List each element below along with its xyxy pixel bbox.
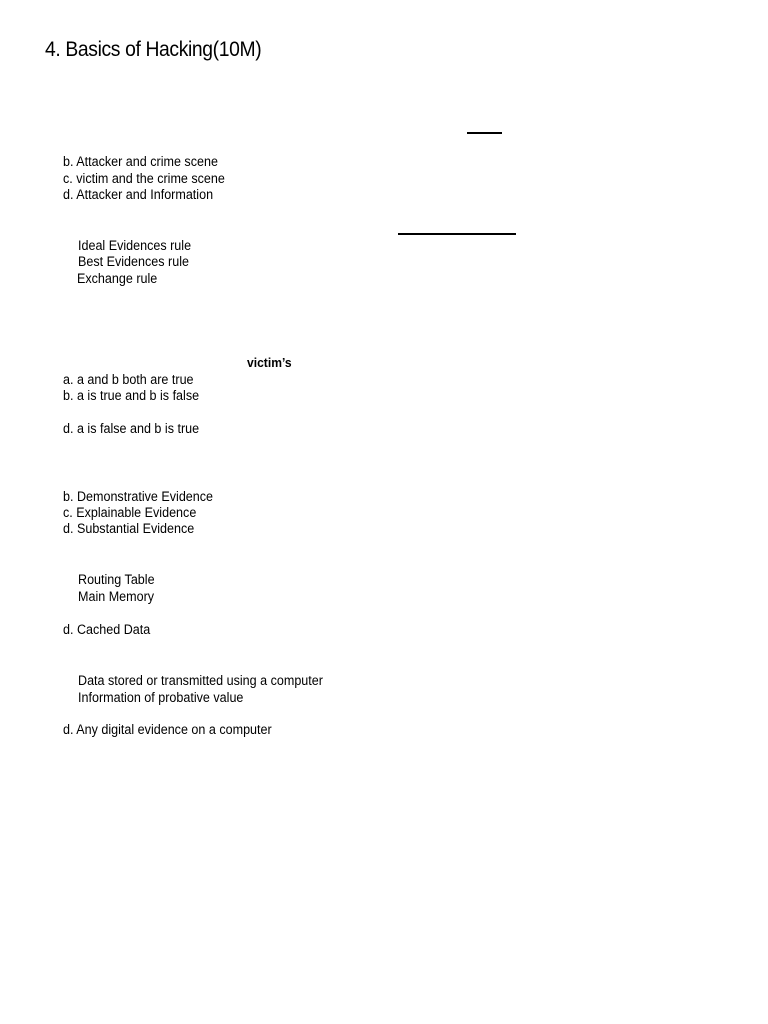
q4-option-b: b. Demonstrative Evidence (63, 489, 214, 504)
blank-underline-short (467, 132, 502, 134)
q2-option-3: Exchange rule (77, 271, 158, 286)
q6-option-1: Data stored or transmitted using a computer (78, 673, 323, 688)
q3-emphasis-word: victim’s (247, 355, 292, 370)
q2-option-1: Ideal Evidences rule (78, 238, 192, 253)
q6-option-d: d. Any digital evidence on a computer (63, 722, 272, 737)
q1-option-c: c. victim and the crime scene (63, 171, 225, 186)
q1-option-d: d. Attacker and Information (63, 187, 214, 202)
q2-option-2: Best Evidences rule (78, 254, 189, 269)
q5-option-2: Main Memory (78, 589, 155, 604)
q5-option-1: Routing Table (78, 572, 155, 587)
q5-option-d: d. Cached Data (63, 622, 151, 637)
q4-option-d: d. Substantial Evidence (63, 521, 195, 536)
q6-option-2: Information of probative value (78, 690, 244, 705)
q4-option-c: c. Explainable Evidence (63, 505, 197, 520)
q3-option-a: a. a and b both are true (63, 372, 194, 387)
q1-option-b: b. Attacker and crime scene (63, 154, 218, 169)
page-title: 4. Basics of Hacking(10M) (45, 38, 262, 61)
q3-option-d: d. a is false and b is true (63, 421, 200, 436)
q3-option-b: b. a is true and b is false (63, 388, 200, 403)
blank-underline-long (398, 233, 516, 235)
